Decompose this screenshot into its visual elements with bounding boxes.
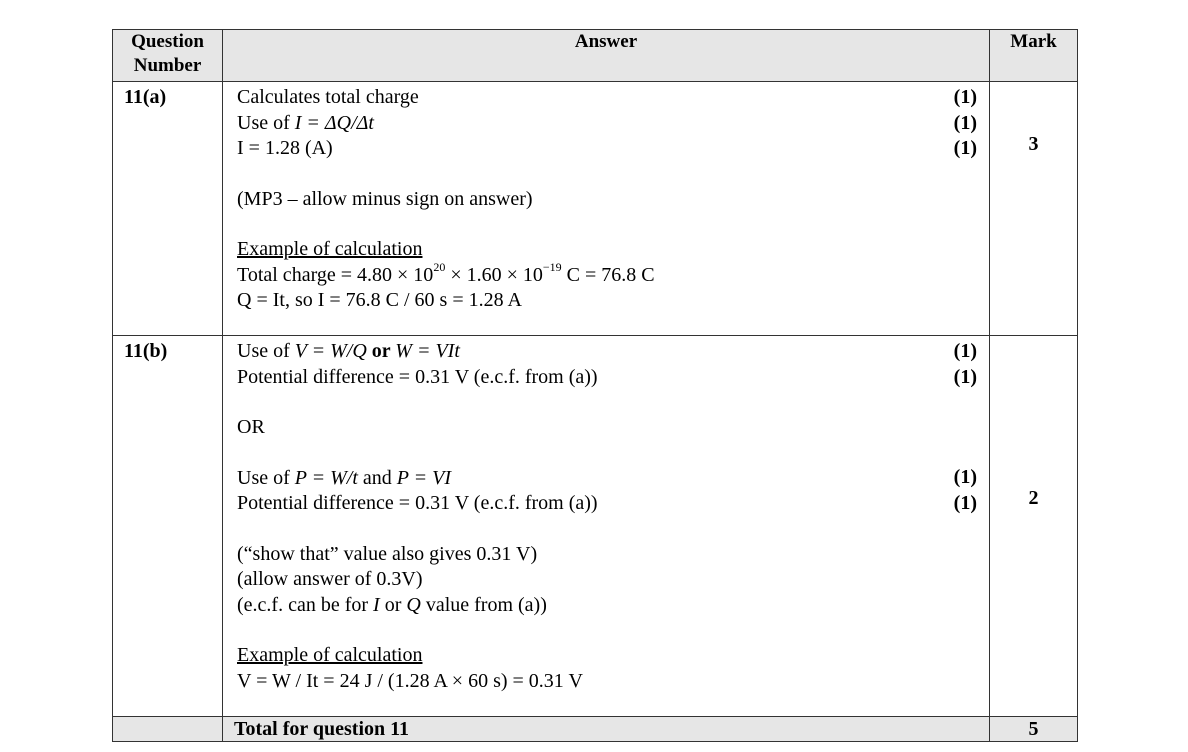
header-row (113, 30, 1078, 82)
total-mark-cell (990, 82, 1078, 336)
header-question-number (113, 30, 223, 82)
marks-cell (913, 336, 990, 717)
mark-point: (1) (953, 340, 977, 362)
total-mark-cell (990, 336, 1078, 717)
formula: I = ΔQ/Δt (294, 111, 374, 134)
answer-text: and (357, 466, 397, 489)
answer-text: Use of (237, 111, 295, 134)
formula: P = VI (396, 466, 452, 489)
mark-point: (1) (953, 365, 977, 388)
answer-note: (MP3 – allow minus sign on answer) (237, 187, 533, 210)
calculation-line (237, 259, 913, 289)
calc-text: C = 76.8 C (561, 263, 655, 286)
note-text: (e.c.f. can be for (237, 593, 374, 616)
total-mark: 5 (990, 717, 1078, 742)
question-number: 11(a) (113, 82, 223, 336)
total-label: Total for question 11 (223, 717, 990, 742)
example-heading: Example of calculation (237, 238, 423, 260)
mark-point: (1) (953, 491, 977, 514)
answer-note: (“show that” value also gives 0.31 V) (237, 542, 538, 565)
total-row (113, 717, 1078, 742)
mark-point: (1) (953, 466, 977, 488)
or-separator: OR (237, 416, 265, 438)
answer-cell (223, 336, 913, 717)
exponent: −19 (542, 259, 562, 274)
formula: V = W/Q (294, 340, 367, 362)
answer-line (237, 339, 913, 365)
answer-text: Use of (237, 340, 295, 362)
symbol: Q (406, 593, 421, 616)
mark-point: (1) (953, 86, 977, 108)
header-mark: Mark (990, 30, 1078, 82)
example-heading: Example of calculation (237, 644, 423, 666)
header-question-label: Question (131, 31, 204, 52)
answer-line: I = 1.28 (A) (237, 137, 333, 159)
answer-text: Use of (237, 466, 295, 489)
answer-note (237, 593, 913, 619)
note-text: or (379, 593, 407, 616)
question-row-11a (113, 82, 1078, 336)
answer-line (237, 111, 913, 137)
question-mark: 3 (1028, 133, 1039, 155)
header-number-label: Number (133, 55, 202, 76)
question-number: 11(b) (113, 336, 223, 717)
total-spacer (113, 717, 223, 742)
calc-text: Total charge = 4.80 × 10 (237, 263, 434, 286)
marks-cell (913, 82, 990, 336)
calc-text: × 1.60 × 10 (445, 263, 543, 286)
mark-scheme-table (112, 29, 1078, 742)
answer-line: Potential difference = 0.31 V (e.c.f. from (a)) (237, 492, 598, 514)
question-row-11b (113, 336, 1078, 717)
answer-note: (allow answer of 0.3V) (237, 568, 423, 590)
answer-line: Calculates total charge (237, 86, 419, 108)
answer-line: Potential difference = 0.31 V (e.c.f. from (a)) (237, 365, 598, 388)
header-answer: Answer (223, 30, 990, 82)
symbol: I (373, 593, 380, 616)
mark-point: (1) (953, 111, 977, 134)
calculation-line: V = W / It = 24 J / (1.28 A × 60 s) = 0.31 V (237, 669, 583, 692)
question-mark: 2 (1028, 487, 1039, 509)
calculation-line: Q = It, so I = 76.8 C / 60 s = 1.28 A (237, 289, 522, 311)
answer-line (237, 466, 913, 492)
exponent: 20 (433, 259, 446, 274)
answer-cell (223, 82, 913, 336)
formula: W = VIt (395, 340, 460, 362)
mark-point: (1) (953, 137, 977, 159)
formula: P = W/t (294, 466, 358, 489)
note-text: value from (a)) (420, 593, 547, 616)
or-text: or (366, 340, 396, 362)
